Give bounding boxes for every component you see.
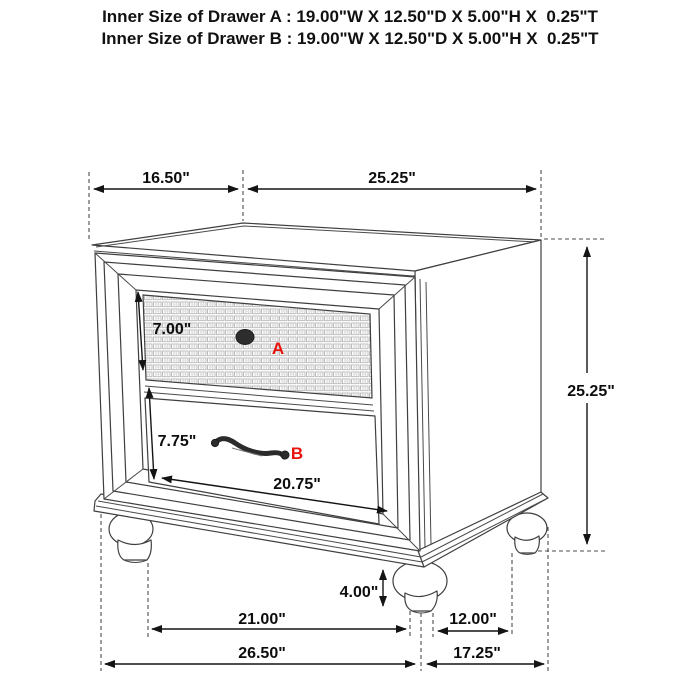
dimension-label-front-leg-span: 21.00" <box>238 611 286 628</box>
drawer-b-tag: B <box>290 444 304 463</box>
dimension-side-overall-depth <box>427 645 544 664</box>
dimension-front-leg-span <box>152 611 406 629</box>
dimension-overall-height <box>567 247 615 544</box>
dimension-label-drawer-a-height: 7.00" <box>152 321 192 338</box>
drawer-a-inner-size-text: Inner Size of Drawer A : 19.00"W X 12.50"D X 5.00"H X 0.25"T <box>102 7 598 26</box>
nightstand-line-drawing <box>92 223 548 613</box>
dimension-label-drawer-b-width: 20.75" <box>273 476 321 493</box>
drawer-a-knob <box>236 330 254 345</box>
dimension-label-side-overall-depth: 17.25" <box>453 645 501 662</box>
dimension-side-leg-span <box>438 611 508 631</box>
dimension-label-side-leg-span: 12.00" <box>449 611 497 628</box>
drawer-b-inner-size-text: Inner Size of Drawer B : 19.00"W X 12.50"D X 5.00"H X 0.25"T <box>101 29 599 48</box>
dimension-label-front-overall-width: 26.50" <box>238 645 286 662</box>
leg-front-right <box>393 561 447 613</box>
dimension-label-top-width: 25.25" <box>368 170 416 187</box>
dimension-label-top-depth: 16.50" <box>142 170 190 187</box>
drawer-a-tag: A <box>271 339 285 358</box>
dimension-leg-height <box>340 570 383 606</box>
dimension-label-drawer-b-height: 7.75" <box>157 433 197 450</box>
dimension-front-overall-width <box>105 645 415 664</box>
dimension-top-width <box>248 170 536 189</box>
leg-back-right <box>507 513 547 555</box>
dimension-top-depth <box>94 170 238 189</box>
dimension-label-overall-height: 25.25" <box>567 383 615 400</box>
dimension-label-leg-height: 4.00" <box>339 584 379 601</box>
